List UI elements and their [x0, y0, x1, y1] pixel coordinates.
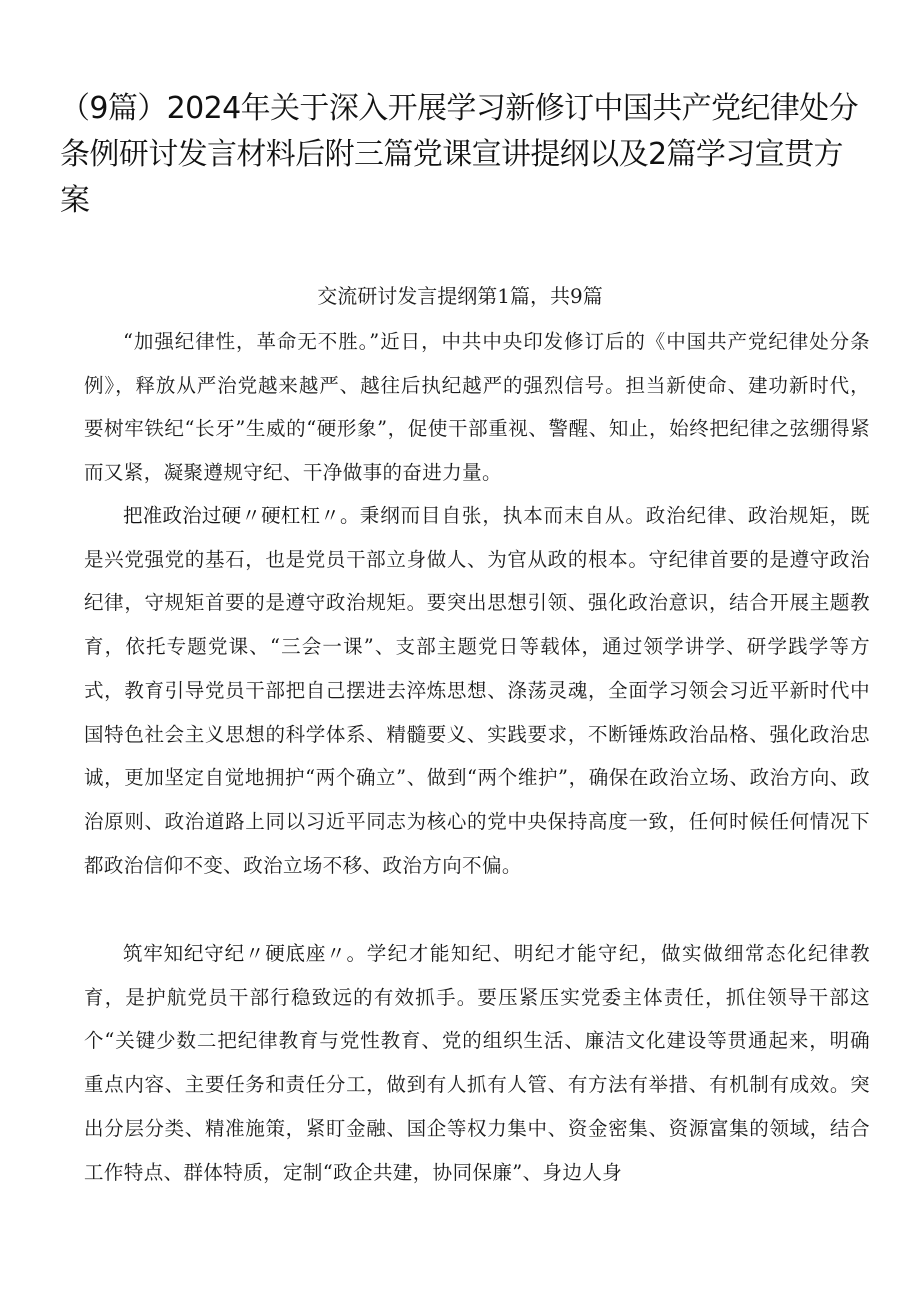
document-title: （9篇）2024年关于深入开展学习新修订中国共产党纪律处分条例研讨发言材料后附三篇党课宣讲提纲以及2篇学习宣贯方案 [60, 91, 859, 218]
document-subtitle: 交流研讨发言提纲第1篇，共9篇 [317, 284, 603, 308]
paragraph-text: “加强纪律性，革命无不胜。”近日，中共中央印发修订后的《中国共产党纪律处分条例》，释放从严治党越来越严、越往后执纪越严的强烈信号。担当新使命、建功新时代，要树牢铁纪“长牙”生威的“硬形象”，促使干部重视、警醒、知止，始终把纪律之弦绷得紧而又紧，凝聚遵规守纪、干净做事的奋进力量。 [84, 330, 870, 485]
paragraph-discipline-education [84, 932, 870, 1194]
paragraph-heading: 把准政治过硬〃硬杠杠〃。 [123, 504, 360, 527]
paragraph-intro [84, 320, 870, 495]
paragraph-political-discipline [84, 494, 870, 887]
paragraph-text: 秉纲而目自张，执本而末自从。政治纪律、政治规矩，既是兴党强党的基石，也是党员干部立身做人、为官从政的根本。守纪律首要的是遵守政治纪律，守规矩首要的是遵守政治规矩。要突出思想引领、强化政治意识，结合开展主题教育，依托专题党课、“三会一课”、支部主题党日等载体，通过领学讲学、研学践学等方式，教育引导党员干部把自己摆进去淬炼思想、涤荡灵魂，全面学习领会习近平新时代中国特色社会主义思想的科学体系、精髓要义、实践要求，不断锤炼政治品格、强化政治忠诚，更加坚定自觉地拥护“两个确立”、做到“两个维护”，确保在政治立场、政治方向、政治原则、政治道路上同以习近平同志为核心的党中央保持高度一致，任何时候任何情况下都政治信仰不变、政治立场不移、政治方向不偏。 [84, 504, 870, 877]
paragraph-heading: 筑牢知纪守纪〃硬底座〃。 [123, 942, 367, 965]
paragraph-text: 学纪才能知纪、明纪才能守纪，做实做细常态化纪律教育，是护航党员干部行稳致远的有效抓手。要压紧压实党委主体责任，抓住领导干部这个“关键少数二把纪律教育与党性教育、党的组织生活、廉洁文化建设等贯通起来，明确重点内容、主要任务和责任分工，做到有人抓有人管、有方法有举措、有机制有成效。突出分层分类、精准施策，紧盯金融、国企等权力集中、资金密集、资源富集的领域，结合工作特点、群体特质，定制“政企共建，协同保廉”、身边人身 [84, 942, 870, 1184]
